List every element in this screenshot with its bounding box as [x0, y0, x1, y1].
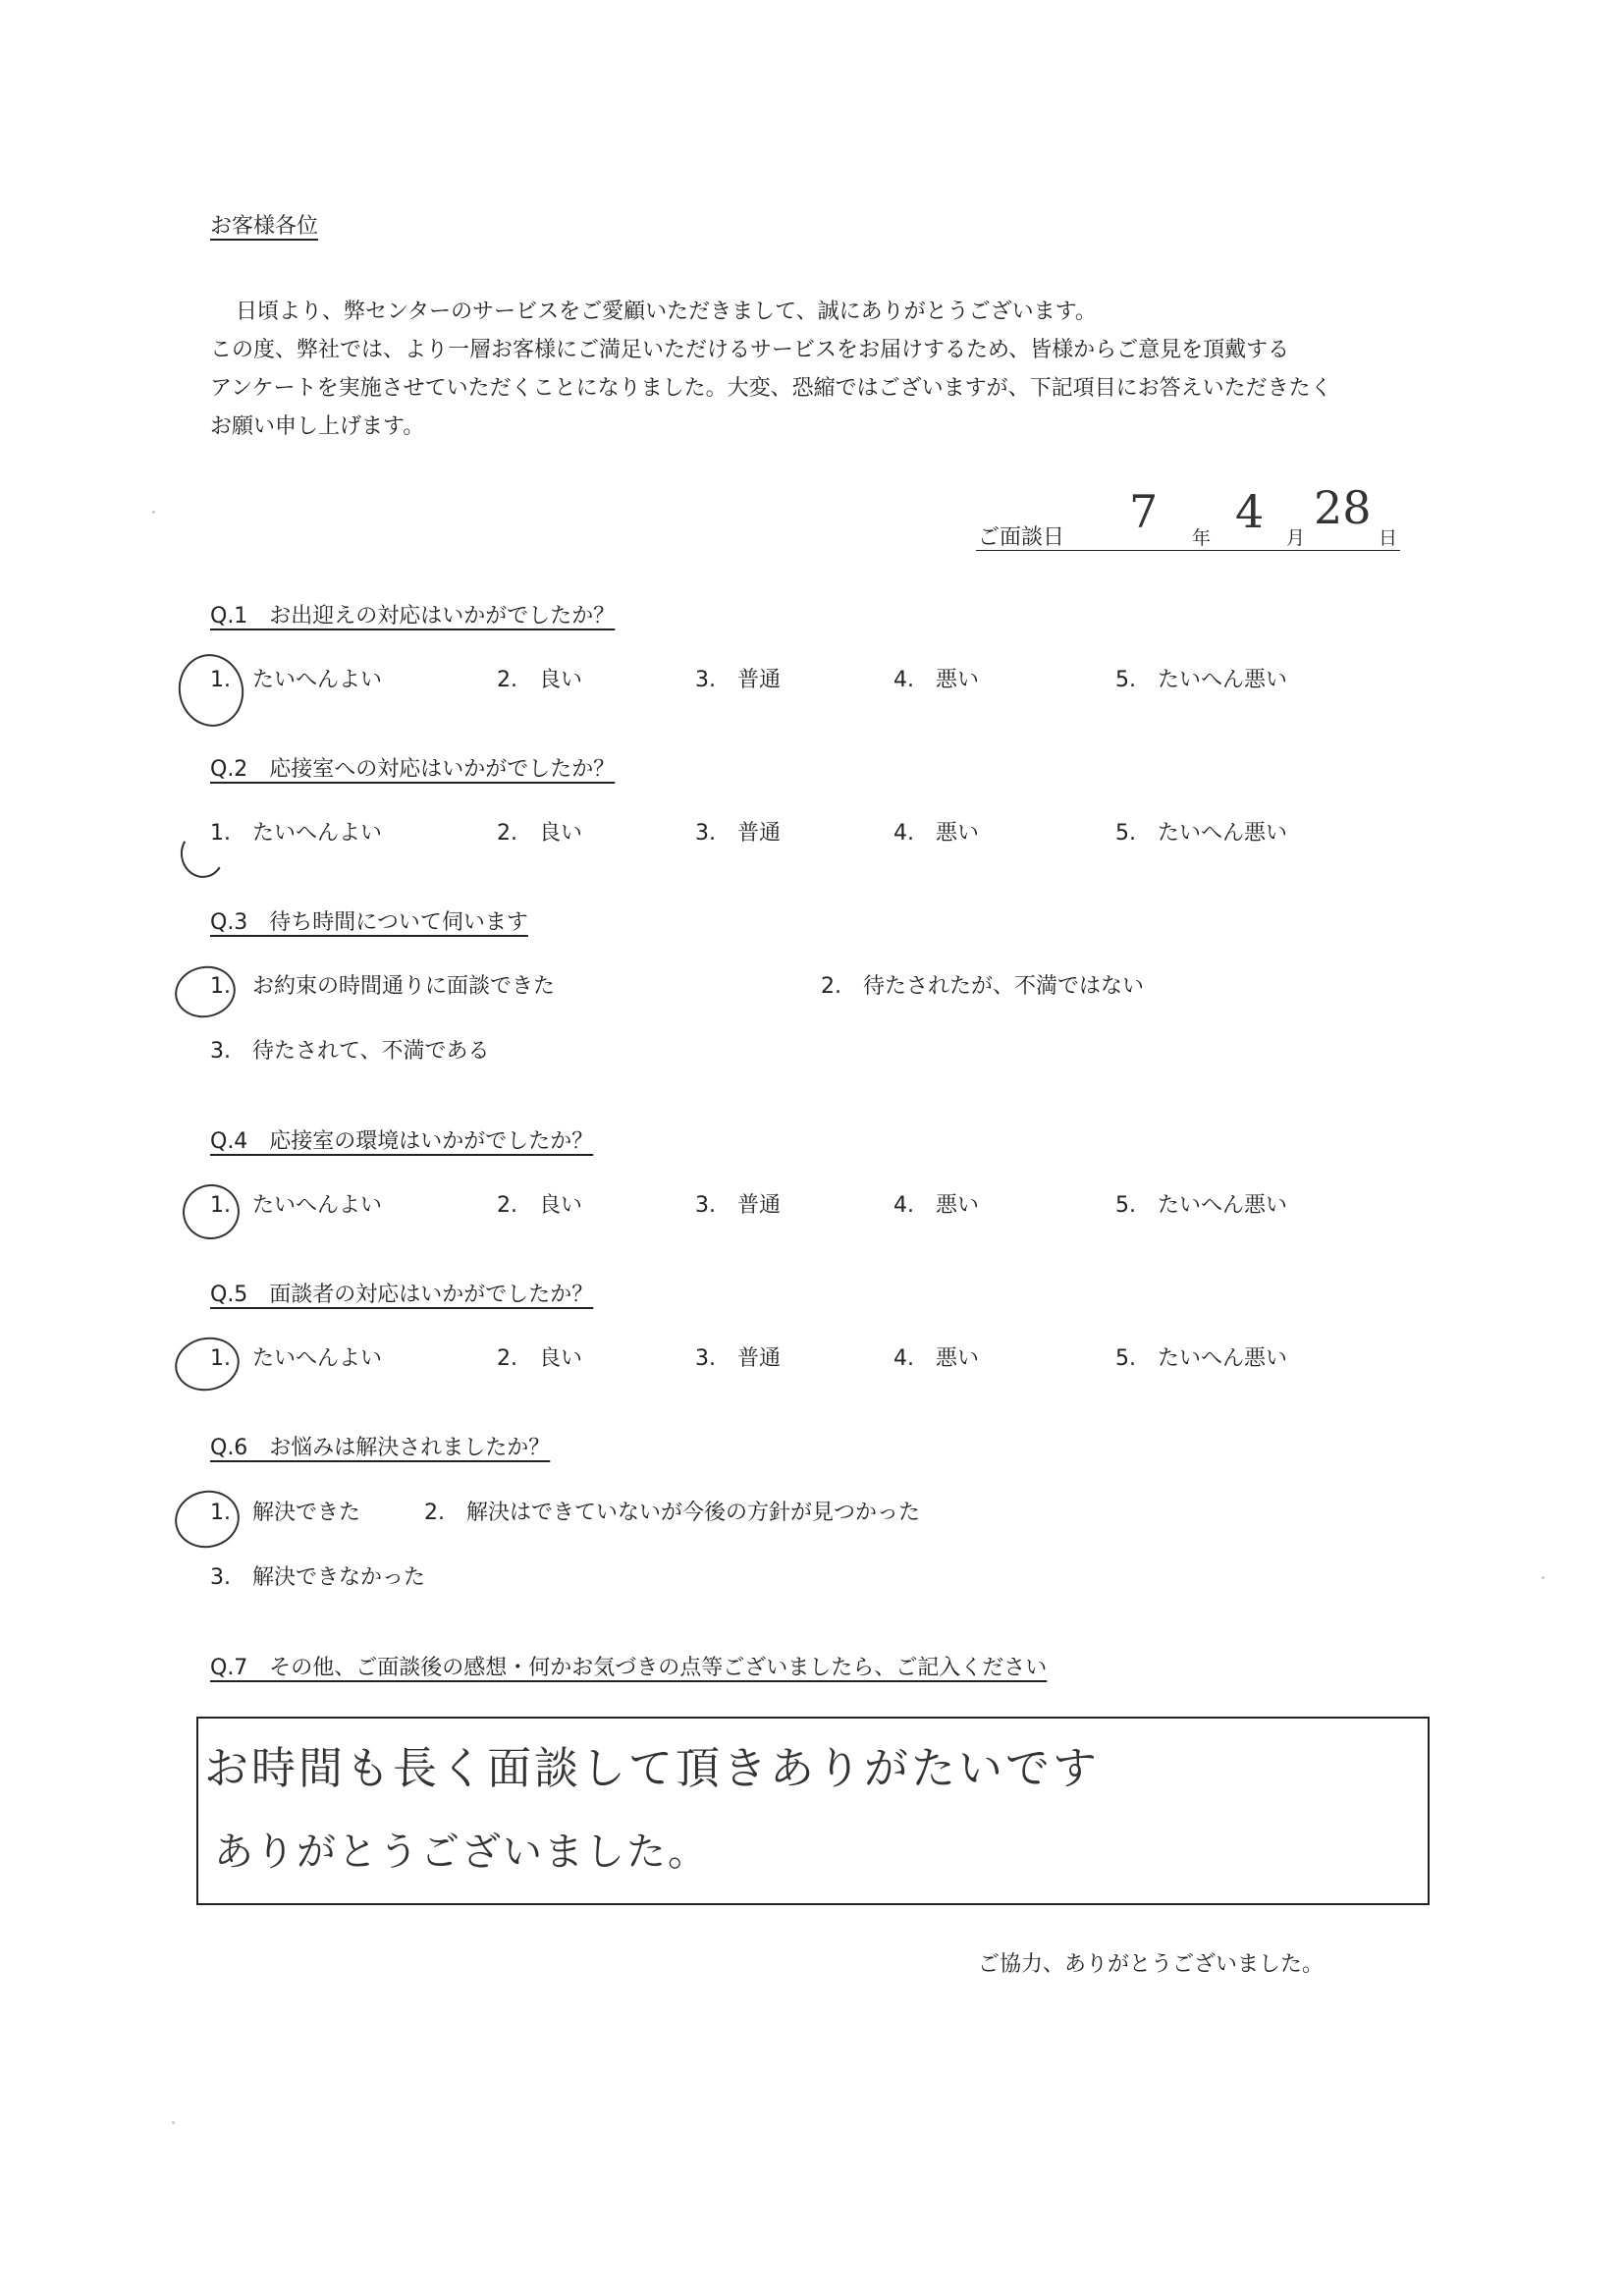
q4-option-5[interactable]: 5. たいへん悪い: [1115, 1193, 1287, 1218]
q5-option-3[interactable]: 3. 普通: [695, 1346, 781, 1371]
date-day-unit: 日: [1379, 527, 1398, 549]
scan-speck: [152, 511, 155, 514]
date-day-handwritten[interactable]: 28: [1314, 481, 1372, 534]
question-title: Q.3 待ち時間について伺います: [210, 910, 528, 935]
q5-option-1[interactable]: 1. たいへんよい: [210, 1346, 382, 1371]
question-title: Q.4 応接室の環境はいかがでしたか？: [210, 1129, 594, 1154]
q6-option-3[interactable]: 3. 解決できなかった: [210, 1565, 425, 1590]
q1-option-4[interactable]: 4. 悪い: [893, 668, 979, 692]
q1-option-3[interactable]: 3. 普通: [695, 668, 781, 692]
scan-speck: [1542, 1576, 1544, 1579]
comment-line-2: ありがとうございました。: [214, 1830, 709, 1875]
question-title: Q.1 お出迎えの対応はいかがでしたか？: [210, 604, 616, 629]
intro-line: 日頃より、弊センターのサービスをご愛顧いただきまして、誠にありがとうございます。: [236, 300, 1097, 324]
q3-option-2[interactable]: 2. 待たされたが、不満ではない: [821, 974, 1144, 999]
q5-option-5[interactable]: 5. たいへん悪い: [1115, 1346, 1287, 1371]
q4-option-2[interactable]: 2. 良い: [497, 1193, 582, 1218]
q1-selection-circle: [172, 648, 250, 733]
q3-option-3[interactable]: 3. 待たされて、不満である: [210, 1039, 490, 1064]
date-month-handwritten[interactable]: 4: [1235, 485, 1265, 538]
intro-line: アンケートを実施させていただくことになりました。大変、恐縮ではございますが、下記項目にお答えいただきたく: [210, 376, 1332, 401]
date-month-unit: 月: [1286, 527, 1306, 549]
question-title: Q.7 その他、ご面談後の感想・何かお気づきの点等ございましたら、ご記入ください: [210, 1656, 1048, 1680]
q4-option-3[interactable]: 3. 普通: [695, 1193, 781, 1218]
q1-option-5[interactable]: 5. たいへん悪い: [1115, 668, 1287, 692]
comment-line-1: お時間も長く面談して頂きありがたいです: [204, 1742, 1101, 1794]
q2-option-2[interactable]: 2. 良い: [497, 821, 582, 846]
date-label: ご面談日: [978, 525, 1065, 550]
q4-option-1[interactable]: 1. たいへんよい: [210, 1193, 382, 1218]
question-title: Q.2 応接室への対応はいかがでしたか？: [210, 757, 616, 782]
q4-selection-circle: [178, 1179, 244, 1245]
q6-option-2[interactable]: 2. 解決はできていないが今後の方針が見つかった: [424, 1501, 920, 1525]
q3-selection-circle: [170, 960, 240, 1023]
date-year-handwritten[interactable]: 7: [1129, 485, 1159, 538]
q1-option-1[interactable]: 1. たいへんよい: [210, 668, 382, 692]
q1-option-2[interactable]: 2. 良い: [497, 668, 582, 692]
q2-option-1[interactable]: 1. たいへんよい: [210, 821, 382, 846]
intro-line: この度、弊社では、より一層お客様にご満足いただけるサービスをお届けするため、皆様からご意見を頂戴する: [210, 338, 1290, 362]
date-year-unit: 年: [1192, 527, 1212, 549]
q3-option-1[interactable]: 1. お約束の時間通りに面談できた: [210, 974, 555, 999]
date-underline: [976, 550, 1400, 551]
q5-option-2[interactable]: 2. 良い: [497, 1346, 582, 1371]
comment-box[interactable]: [196, 1717, 1430, 1905]
q6-selection-circle: [170, 1485, 245, 1554]
q2-option-5[interactable]: 5. たいへん悪い: [1115, 821, 1287, 846]
q2-option-4[interactable]: 4. 悪い: [893, 821, 979, 846]
question-title: Q.6 お悩みは解決されましたか？: [210, 1436, 551, 1460]
question-title: Q.5 面談者の対応はいかがでしたか？: [210, 1283, 594, 1307]
q5-selection-circle: [170, 1332, 244, 1397]
intro-line: お願い申し上げます。: [210, 414, 425, 439]
q2-option-3[interactable]: 3. 普通: [695, 821, 781, 846]
scan-speck: [172, 2121, 175, 2124]
q5-option-4[interactable]: 4. 悪い: [893, 1346, 979, 1371]
q6-option-1[interactable]: 1. 解決できた: [210, 1501, 360, 1525]
addressee: お客様各位: [210, 214, 319, 239]
thanks-message: ご協力、ありがとうございました。: [978, 1952, 1325, 1977]
q4-option-4[interactable]: 4. 悪い: [893, 1193, 979, 1218]
